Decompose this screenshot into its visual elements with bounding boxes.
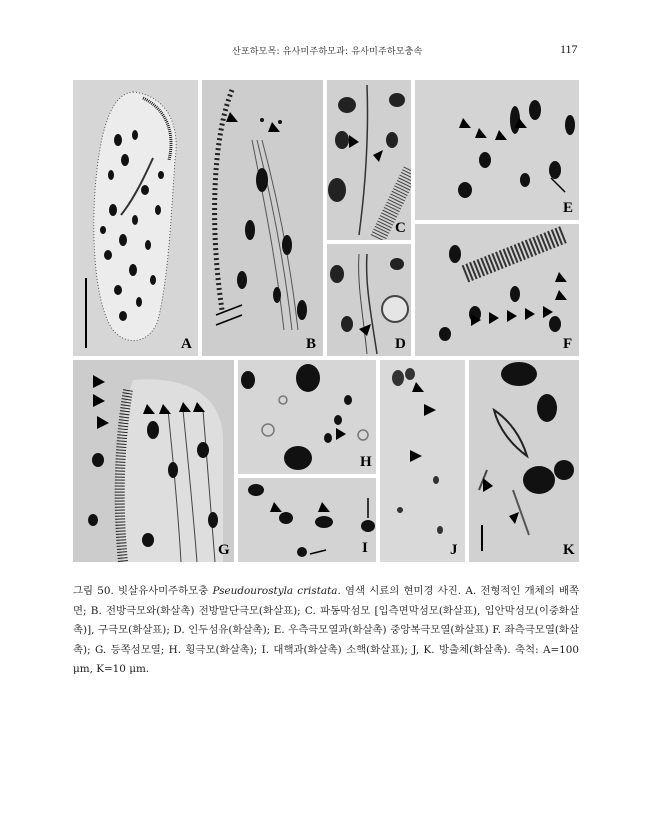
page-header (0, 44, 652, 58)
figure-caption (73, 582, 579, 680)
figure-panel-j (380, 360, 465, 562)
arrowhead-icon (226, 112, 238, 122)
arrowhead-icon (336, 428, 346, 440)
panel-label-j: J (450, 542, 458, 558)
panel-label-e: E (563, 200, 574, 216)
micrograph-g (73, 360, 234, 562)
arrowhead-icon (555, 272, 567, 282)
arrowhead-icon (459, 118, 471, 128)
micrograph-j (380, 360, 465, 562)
figure-panel-h (238, 360, 376, 474)
caption-species: Pseudourostyla cristata (212, 585, 338, 597)
figure-panel-d (327, 244, 411, 356)
micrograph-f (415, 224, 579, 356)
page-number: 117 (560, 42, 578, 56)
figure-panel-i (238, 478, 376, 562)
arrowhead-icon (349, 135, 359, 148)
micrograph-k (469, 360, 579, 562)
panel-label-c: C (395, 220, 406, 236)
arrowhead-icon (424, 404, 436, 416)
arrowhead-icon (555, 290, 567, 300)
arrowhead-icon (93, 375, 105, 388)
scale-bar (85, 278, 87, 348)
arrowhead-icon (489, 312, 499, 324)
figure-panel-f (415, 224, 579, 356)
micrograph-a (73, 80, 198, 356)
micrograph-e (415, 80, 579, 220)
panel-label-k: K (563, 542, 575, 558)
running-head: 산포하모목: 유사미주하모과: 유사미주하모충속 (232, 47, 423, 57)
arrowhead-icon (270, 502, 282, 512)
arrowhead-icon (483, 478, 493, 492)
figure-panel-a (73, 80, 198, 356)
arrowhead-icon (410, 450, 422, 462)
arrow-icon (551, 178, 565, 192)
arrowhead-icon (97, 416, 109, 429)
micrograph-h (238, 360, 376, 474)
arrowhead-icon (475, 128, 487, 138)
arrow-icon (310, 550, 326, 554)
panel-label-f: F (563, 336, 573, 352)
figure-panel-k (469, 360, 579, 562)
panel-label-g: G (218, 542, 230, 558)
caption-prefix: 그림 50. 빗살유사미주하모충 (73, 585, 213, 597)
figure-panel-c (327, 80, 411, 240)
caption-body: . 염색 시료의 현미경 사진. A. 전형적인 개체의 배쪽면; B. 전방극모와(화살촉) 전방말단극모(화살표); C. 파동막섬모 [입측면막섬모(화살표), 입안막섬모(이중화살촉)], 구극모(화살표); D. 인두섬유(화살촉); E. 우측극모열과(화살촉) 중앙복극모열(화살표) F. 좌측극모열(화살촉); G. 등쪽섬모열; H. 횡극모(화살촉); I. 대핵과(화살촉) 소핵(화살표); J, K. 방출체(화살촉). 축척: A=100 μm, K=10 μm. (73, 585, 580, 675)
arrowhead-icon (268, 122, 280, 132)
micrograph-i (238, 478, 376, 562)
arrowhead-icon (525, 308, 535, 320)
panel-label-d: D (395, 336, 406, 352)
arrowhead-icon (495, 130, 507, 140)
arrowhead-icon (543, 306, 553, 318)
arrowhead-icon (507, 310, 517, 322)
micrograph-b (202, 80, 323, 356)
figure-panel-b (202, 80, 323, 356)
arrowhead-icon (359, 324, 371, 336)
arrowhead-icon (509, 512, 519, 524)
micrograph-c (327, 80, 411, 240)
figure-panel-g (73, 360, 234, 562)
panel-label-i: I (362, 540, 368, 556)
arrowhead-icon (373, 150, 383, 162)
figure-panel-e (415, 80, 579, 220)
panel-label-h: H (360, 454, 372, 470)
panel-label-b: B (306, 336, 317, 352)
arrowhead-icon (93, 394, 105, 407)
panel-label-a: A (181, 336, 192, 352)
arrow-icon (216, 315, 242, 325)
arrowhead-icon (412, 382, 424, 392)
arrowhead-icon (318, 502, 330, 512)
scale-bar (481, 525, 483, 551)
